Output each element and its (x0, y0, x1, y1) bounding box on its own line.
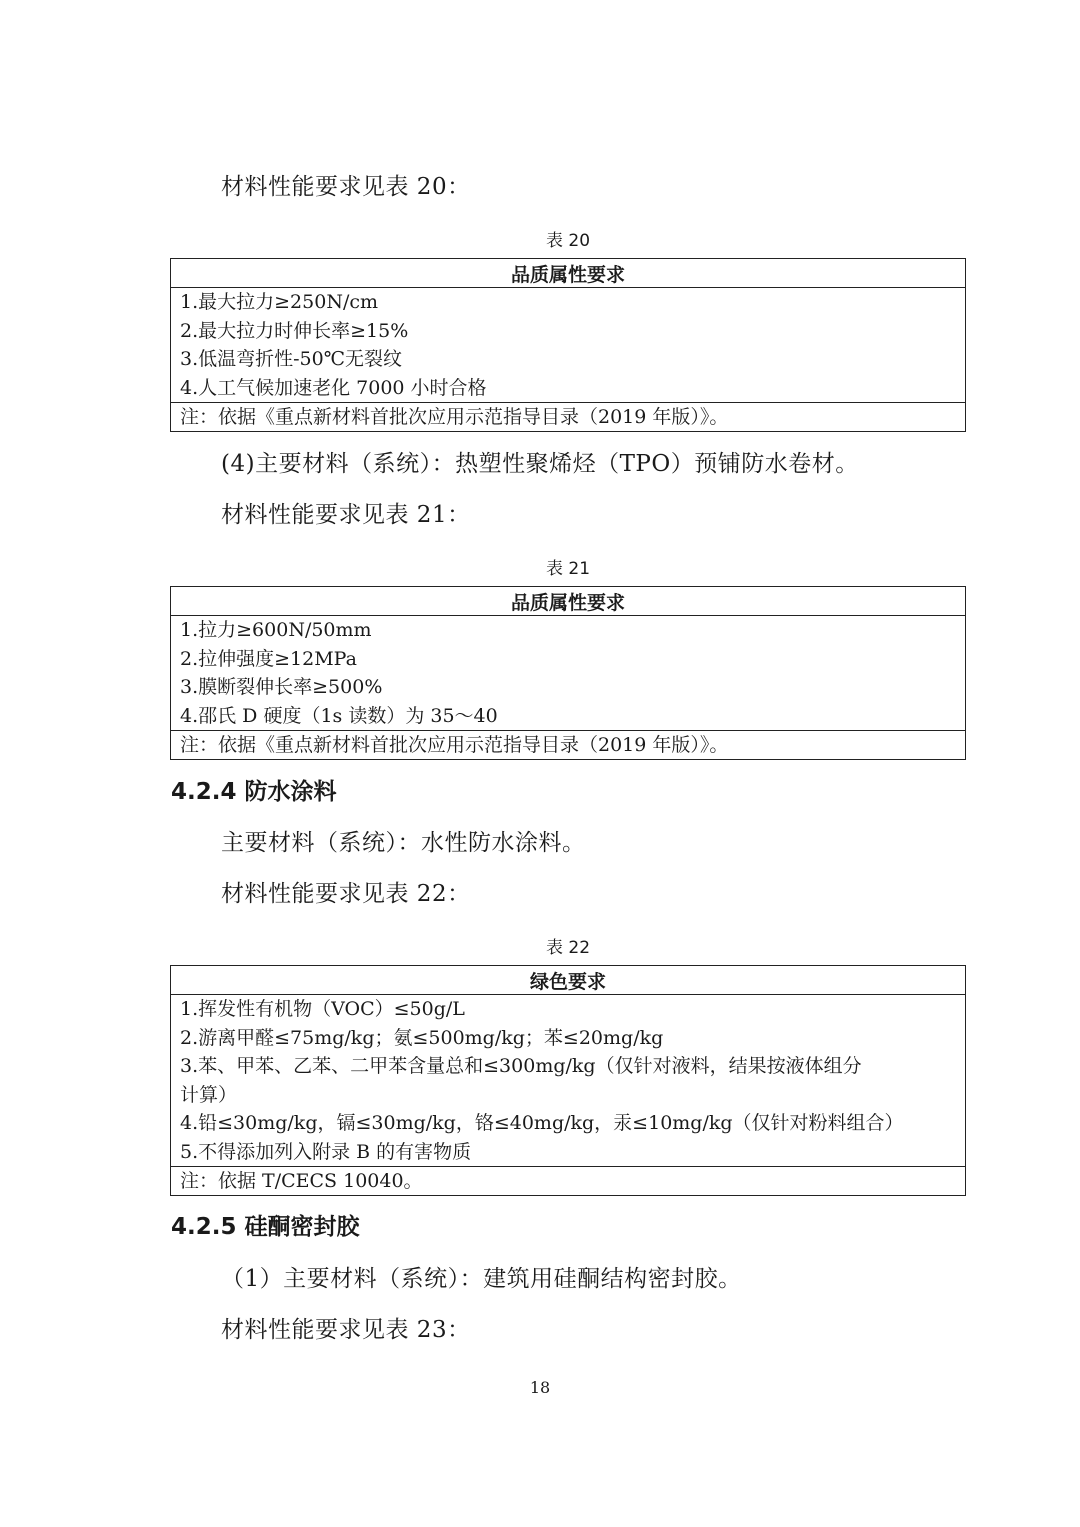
table-20-items (171, 288, 966, 403)
table-21-item: 1.拉力≥600N/50mm (180, 619, 372, 641)
intro-table-22: 材料性能要求见表 22： (221, 881, 471, 907)
table-22-item: 计算） (180, 1083, 238, 1106)
table-22-header: 绿色要求 (171, 966, 966, 995)
table-20-caption: 表 20 (545, 231, 591, 251)
intro-table-23: 材料性能要求见表 23： (221, 1317, 471, 1343)
table-20-note: 注：依据《重点新材料首批次应用示范指导目录（2019 年版）》。 (171, 403, 966, 432)
intro-table-20: 材料性能要求见表 20： (221, 174, 471, 200)
table-21-item: 3.膜断裂伸长率≥500% (180, 676, 383, 698)
table-22-item: 4.铅≤30mg/kg，镉≤30mg/kg，铬≤40mg/kg，汞≤10mg/kg（仅针对粉料组合） (180, 1112, 904, 1134)
table-22-item: 1.挥发性有机物（VOC）≤50g/L (180, 998, 465, 1020)
table-22-items (171, 995, 966, 1167)
section-heading-4-2-5: 4.2.5 硅酮密封胶 (171, 1214, 360, 1240)
table-21-note: 注：依据《重点新材料首批次应用示范指导目录（2019 年版）》。 (171, 731, 966, 760)
intro-table-21: 材料性能要求见表 21： (221, 502, 471, 528)
table-22-item: 3.苯、甲苯、乙苯、二甲苯含量总和≤300mg/kg（仅针对液料，结果按液体组分 (180, 1055, 862, 1077)
table-20-header: 品质属性要求 (171, 259, 966, 288)
table-20-item: 4.人工气候加速老化 7000 小时合格 (180, 376, 487, 399)
table-21-items (171, 616, 966, 731)
table-22-item: 5.不得添加列入附录 B 的有害物质 (180, 1140, 472, 1163)
table-21-item: 2.拉伸强度≥12MPa (180, 647, 357, 670)
table-20-item: 1.最大拉力≥250N/cm (180, 291, 378, 313)
table-20-item: 3.低温弯折性-50℃无裂纹 (180, 348, 402, 370)
table-21 (170, 586, 966, 760)
table-22-note: 注：依据 T/CECS 10040。 (171, 1167, 966, 1196)
table-22 (170, 965, 966, 1196)
table-21-caption: 表 21 (545, 559, 591, 579)
table-20-item: 2.最大拉力时伸长率≥15% (180, 319, 409, 342)
section-heading-4-2-4: 4.2.4 防水涂料 (171, 779, 337, 805)
main-material-4: (4)主要材料（系统）：热塑性聚烯烃（TPO）预铺防水卷材。 (221, 451, 859, 477)
main-material-coating: 主要材料（系统）：水性防水涂料。 (221, 830, 586, 856)
table-21-header: 品质属性要求 (171, 587, 966, 616)
table-22-caption: 表 22 (545, 938, 591, 958)
main-material-sealant: （1）主要材料（系统）：建筑用硅酮结构密封胶。 (221, 1266, 742, 1292)
table-22-item: 2.游离甲醛≤75mg/kg；氨≤500mg/kg；苯≤20mg/kg (180, 1026, 664, 1049)
page-number: 18 (529, 1378, 551, 1397)
table-20 (170, 258, 966, 432)
table-21-item: 4.邵氏 D 硬度（1s 读数）为 35～40 (180, 704, 498, 727)
